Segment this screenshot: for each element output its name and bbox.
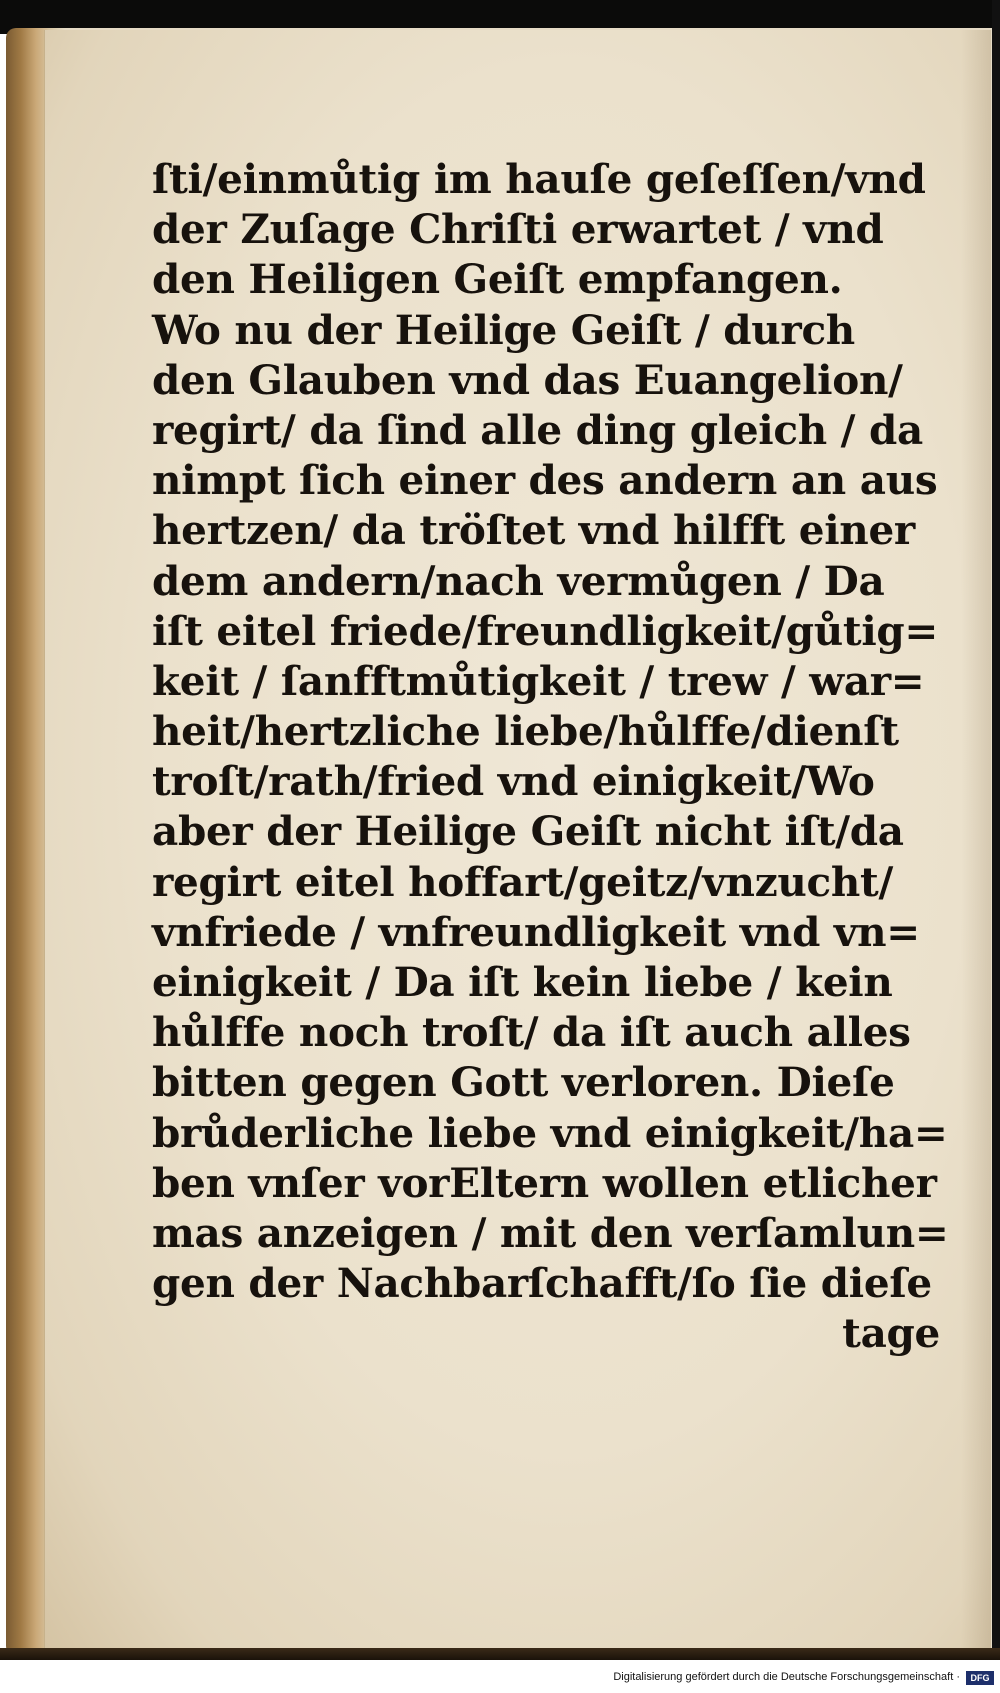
text-line: Wo nu der Heilige Geiſt / durch	[152, 305, 855, 354]
scan-right-border	[992, 0, 1000, 1650]
text-line: nimpt ſich einer des andern an aus	[152, 456, 938, 505]
text-line: mas anzeigen / mit den verſamlun=	[152, 1208, 949, 1257]
funding-credit: Digitalisierung gefördert durch die Deutsche Forschungsgemeinschaft ·	[613, 1671, 960, 1683]
text-line: vnfriede / vnfreundligkeit vnd vn=	[152, 907, 920, 956]
text-line: regirt/ da ſind alle ding gleich / da	[152, 405, 923, 454]
page-text-block	[152, 154, 952, 1359]
text-line: heit/hertzliche liebe/hůlffe/dienſt	[152, 707, 899, 756]
digitization-footer	[0, 1668, 1000, 1693]
text-line: hertzen/ da tröſtet vnd hilfft einer	[152, 506, 915, 555]
text-line: ſti/einmůtig im hauſe geſeſſen/vnd	[152, 155, 926, 203]
text-line: iſt eitel friede/freundligkeit/gůtig=	[152, 606, 939, 655]
text-line: regirt eitel hoffart/geitz/vnzucht/	[152, 857, 893, 906]
text-line: bitten gegen Gott verloren. Dieſe	[152, 1058, 895, 1107]
text-line: keit / ſanfftmůtigkeit / trew / war=	[152, 656, 925, 705]
text-line: ben vnſer vorEltern wollen etlicher	[152, 1158, 937, 1207]
catchword: tage	[842, 1309, 940, 1358]
text-line: hůlffe noch troſt/ da iſt auch alles	[152, 1008, 911, 1057]
text-line: aber der Heilige Geiſt nicht iſt/da	[152, 807, 904, 856]
page-shadow	[961, 30, 991, 1648]
text-line: einigkeit / Da iſt kein liebe / kein	[152, 958, 893, 1006]
text-line: dem andern/nach vermůgen / Da	[152, 556, 885, 605]
text-line: den Heiligen Geiſt empfangen.	[152, 255, 843, 304]
scan-bottom-border	[0, 1648, 1000, 1660]
text-line: den Glauben vnd das Euangelion/	[152, 355, 903, 404]
dfg-logo: DFG	[966, 1671, 994, 1685]
text-line: gen der Nachbarſchafft/ſo ſie dieſe	[152, 1259, 932, 1308]
text-line: der Zuſage Chriſti erwartet / vnd	[152, 205, 884, 254]
text-line: troſt/rath/fried vnd einigkeit/Wo	[152, 757, 875, 806]
text-line: brůderliche liebe vnd einigkeit/ha=	[152, 1108, 948, 1157]
